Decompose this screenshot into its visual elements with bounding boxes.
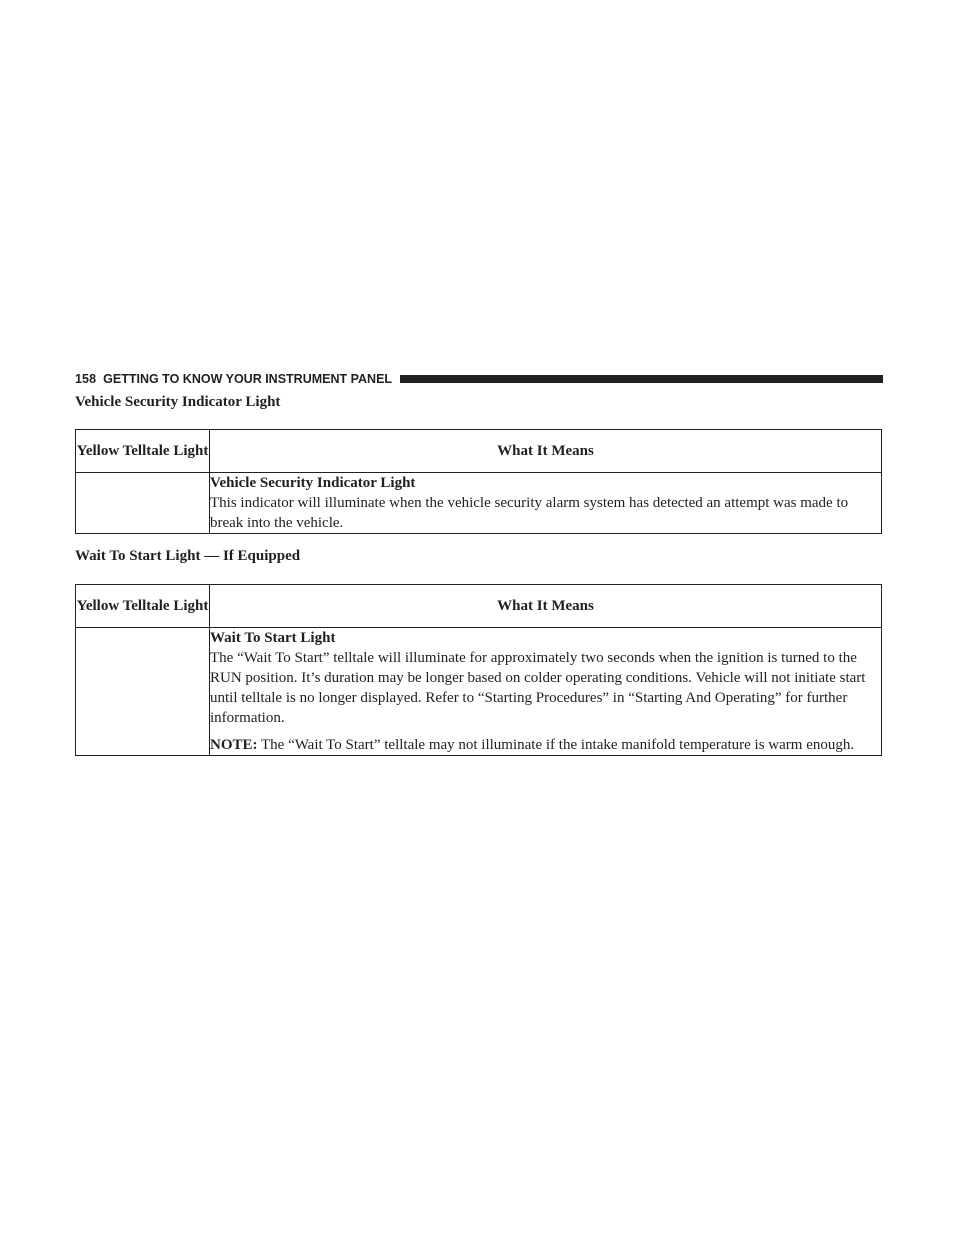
header-rule [400, 375, 883, 383]
table-row [76, 473, 882, 534]
telltale-icon-cell [76, 628, 210, 756]
col-header-meaning: What It Means [210, 585, 882, 628]
telltale-icon-cell [76, 473, 210, 534]
note-paragraph [210, 735, 881, 755]
meaning-cell [210, 473, 882, 534]
col-header-telltale: Yellow Telltale Light [76, 585, 210, 628]
table-header-row [76, 430, 882, 473]
section-title: GETTING TO KNOW YOUR INSTRUMENT PANEL [103, 372, 393, 386]
entry-title: Vehicle Security Indicator Light [210, 475, 416, 491]
col-header-telltale: Yellow Telltale Light [76, 430, 210, 473]
note-text: The “Wait To Start” telltale may not illuminate if the intake manifold temperature is warm enough. [257, 737, 855, 753]
vehicle-security-table [75, 429, 882, 534]
wait-to-start-table [75, 584, 882, 756]
entry-body: The “Wait To Start” telltale will illuminate for approximately two seconds when the ignition is turned to the RUN position. It’s duration may be longer based on colder operating conditions. Vehicle will not initiate start until telltale is no longer displayed. Refer to “Starting Procedures” in “Starting And Operating” for further information. [210, 650, 866, 726]
page-header [75, 372, 883, 386]
wait-to-start-heading: Wait To Start Light — If Equipped [75, 548, 301, 564]
note-label: NOTE: [210, 737, 258, 753]
table-header-row [76, 585, 882, 628]
vehicle-security-heading: Vehicle Security Indicator Light [75, 394, 281, 410]
entry-title: Wait To Start Light [210, 630, 336, 646]
col-header-meaning: What It Means [210, 430, 882, 473]
meaning-cell [210, 628, 882, 756]
page-number: 158 [75, 372, 97, 386]
entry-body: This indicator will illuminate when the vehicle security alarm system has detected an attempt was made to break into the vehicle. [210, 495, 849, 531]
table-row [76, 628, 882, 756]
